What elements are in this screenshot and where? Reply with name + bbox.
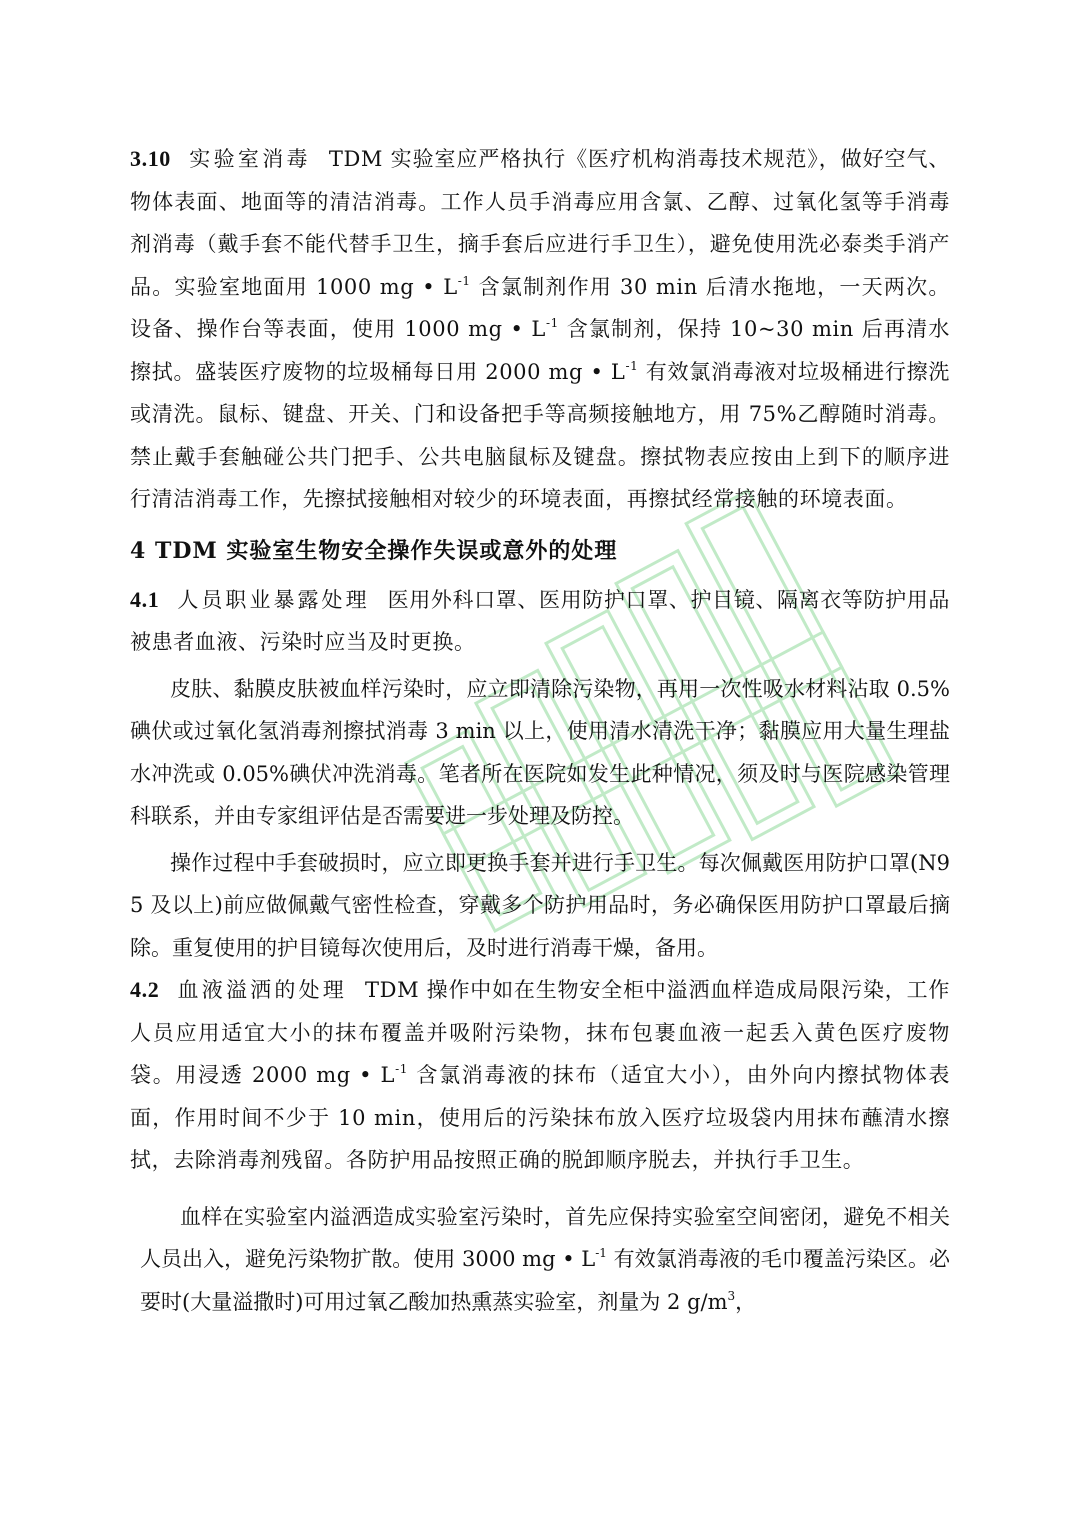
superscript: 3 [727,1288,736,1303]
paragraph-text: ， [735,1289,757,1314]
superscript: -1 [457,273,471,288]
superscript: -1 [545,316,559,330]
section-text: 含氯制剂，保持 10~30 min 后再清水擦拭。盛装医疗废物的垃圾桶每日用 2000 mg • L [130,317,951,384]
heading-section-4: 4 TDM 实验室生物安全操作失误或意外的处理 [130,537,618,564]
section-text: 含氯制剂作用 30 min 后清水拖地，一天两次。设备、操作台等表面，使用 1000 mg • L [130,274,950,341]
section-3-10 [130,138,950,521]
paragraph-glove-damage: 操作过程中手套破损时，应立即更换手套并进行手卫生。每次佩戴医用防护口罩(N95 及以上)前应做佩戴气密性检查，穿戴多个防护用品时，务必确保医用防护口罩最后摘除。重复使用的护目镜每次使用后，及时进行消毒干燥，备用。 [130,850,950,960]
section-number: 4.1 [130,586,160,612]
section-title: 人员职业暴露处理 [177,587,370,612]
paragraph-text: 有效氯消毒液的毛巾覆盖污染区。必要时(大量溢撒时)可用过氧乙酸加热熏蒸实验室，剂量为 2 g/m [140,1247,950,1314]
section-number: 4.2 [130,977,160,1002]
paragraph-lab-contamination [140,1196,950,1324]
section-title: 实验室消毒 [188,147,311,171]
section-number: 3.10 [130,146,171,171]
superscript: -1 [595,1246,607,1260]
section-4-2 [130,969,950,1182]
section-text: 有效氯消毒液对垃圾桶进行擦洗或清洗。鼠标、键盘、开关、门和设备把手等高频接触地方，用 75%乙醇随时消毒。禁止戴手套触碰公共门把手、公共电脑鼠标及键盘。擦拭物表应按由上到下的顺序进行清洁消毒工作，先擦拭接触相对较少的环境表面，再擦拭经常接触的环境表面。 [130,359,950,511]
document-body [130,138,950,1323]
section-title: 血液溢洒的处理 [177,978,348,1002]
paragraph-text: 血样在实验室内溢洒造成实验室污染时，首先应保持实验室空间密闭，避免不相关人员出入，避免污染物扩散。使用 3000 mg • L [140,1204,950,1271]
section-text: 含氯消毒液的抹布（适宜大小），由外向内擦拭物体表面，作用时间不少于 10 min，使用后的污染抹布放入医疗垃圾袋内用抹布蘸清水擦拭，去除消毒剂残留。各防护用品按照正确的脱卸顺序脱去，并执行手卫生。 [130,1063,950,1172]
section-text: TDM 操作中如在生物安全柜中溢洒血样造成局限污染，工作人员应用适宜大小的抹布覆盖并吸附污染物，抹布包裹血液一起丢入黄色医疗废物袋。用浸透 2000 mg • L [130,978,950,1087]
section-4-1 [130,579,950,664]
superscript: -1 [395,1062,408,1076]
superscript: -1 [625,358,639,373]
section-text: 医用外科口罩、医用防护口罩、护目镜、隔离衣等防护用品被患者血液、污染时应当及时更换。 [130,587,950,654]
paragraph-skin-exposure: 皮肤、黏膜皮肤被血样污染时，应立即清除污染物，再用一次性吸水材料沾取 0.5%碘伏或过氧化氢消毒剂擦拭消毒 3 min 以上，使用清水清洗干净；黏膜应用大量生理盐水冲洗或 0.05%碘伏冲洗消毒。笔者所在医院如发生此种情况，须及时与医院感染管理科联系，并由专家组评估是否需要进一步处理及防控。 [130,676,950,828]
section-text: TDM 实验室应严格执行《医疗机构消毒技术规范》，做好空气、物体表面、地面等的清洁消毒。工作人员手消毒应用含氯、乙醇、过氧化氢等手消毒剂消毒（戴手套不能代替手卫生，摘手套后应进行手卫生），避免使用洗必泰类手消产品。实验室地面用 1000 mg • L [130,147,950,299]
